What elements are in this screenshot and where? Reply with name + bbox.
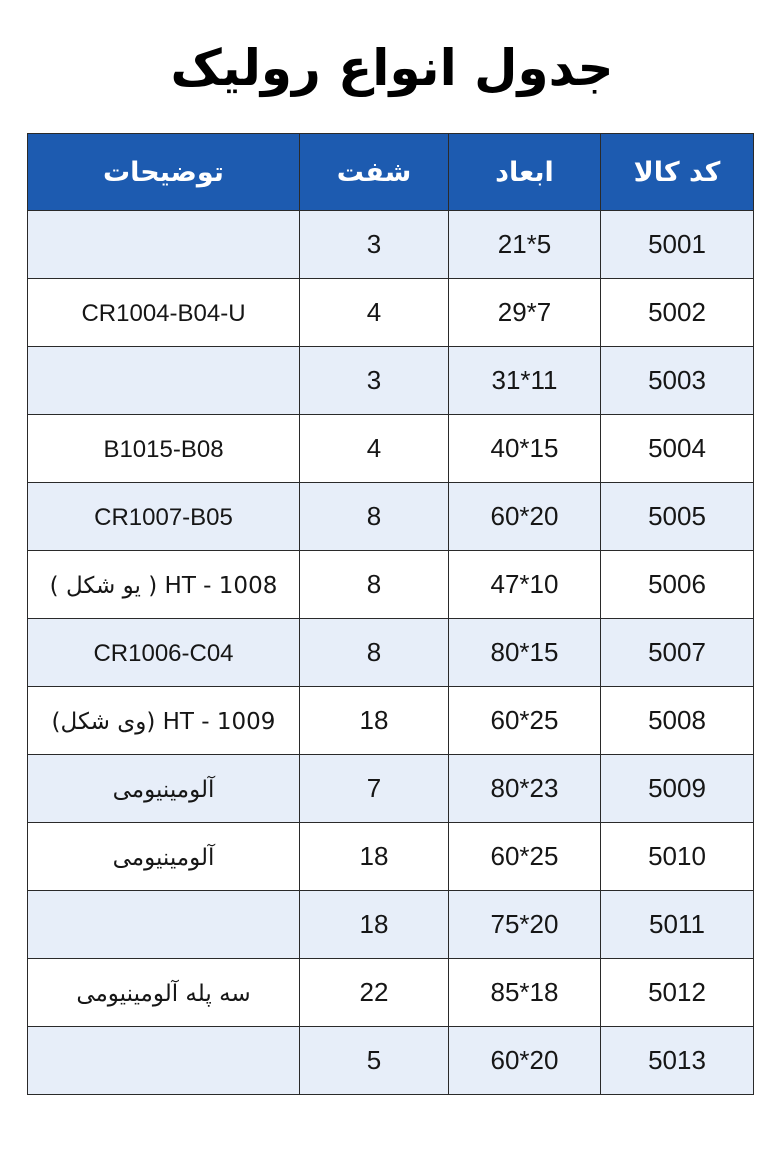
- cell-description: [28, 279, 300, 347]
- cell-dimensions-text: 60*25: [490, 705, 559, 735]
- header-code: کد کالا: [601, 134, 754, 211]
- cell-description: [28, 619, 300, 687]
- cell-code-text: 5006: [648, 569, 706, 599]
- cell-code: [601, 755, 754, 823]
- cell-shaft: [300, 279, 449, 347]
- cell-shaft: [300, 755, 449, 823]
- cell-shaft: [300, 415, 449, 483]
- table-row: [28, 1027, 754, 1095]
- table-row: [28, 687, 754, 755]
- cell-description: [28, 823, 300, 891]
- table-body: [28, 211, 754, 1095]
- cell-code: [601, 959, 754, 1027]
- cell-code: [601, 415, 754, 483]
- cell-shaft-text: 7: [366, 773, 382, 803]
- cell-code-text: 5003: [648, 365, 706, 395]
- cell-dimensions-text: 75*20: [490, 909, 559, 939]
- cell-dimensions: [449, 959, 601, 1027]
- cell-dimensions: [449, 279, 601, 347]
- cell-dimensions: [449, 211, 601, 279]
- cell-shaft-text: 4: [366, 297, 382, 327]
- cell-description-text: آلومینیومی: [112, 777, 215, 803]
- cell-dimensions-text: 21*5: [497, 229, 552, 259]
- cell-description: [28, 1027, 300, 1095]
- cell-description: [28, 347, 300, 415]
- cell-shaft: [300, 347, 449, 415]
- table-row: [28, 483, 754, 551]
- cell-shaft: [300, 1027, 449, 1095]
- cell-dimensions-text: 60*20: [490, 1045, 559, 1075]
- cell-shaft-text: 8: [366, 637, 382, 667]
- table-row: [28, 347, 754, 415]
- cell-description-text: HT - 1009 (وی شکل): [51, 709, 276, 735]
- cell-description-text: سه پله آلومینیومی: [76, 981, 251, 1007]
- cell-dimensions: [449, 551, 601, 619]
- cell-code-text: 5005: [648, 501, 706, 531]
- cell-shaft-text: 8: [366, 501, 382, 531]
- cell-shaft-text: 18: [359, 841, 389, 871]
- cell-code-text: 5012: [648, 977, 706, 1007]
- cell-code: [601, 619, 754, 687]
- cell-shaft: [300, 959, 449, 1027]
- table-row: [28, 551, 754, 619]
- cell-shaft-text: 18: [359, 909, 389, 939]
- cell-code-text: 5013: [648, 1045, 706, 1075]
- cell-dimensions: [449, 755, 601, 823]
- page-title: جدول انواع رولیک: [170, 39, 614, 97]
- table-header-row: [28, 134, 754, 211]
- cell-dimensions-text: 60*25: [490, 841, 559, 871]
- cell-shaft-text: 4: [366, 433, 382, 463]
- cell-dimensions-text: 40*15: [490, 433, 559, 463]
- table-row: [28, 619, 754, 687]
- cell-dimensions: [449, 687, 601, 755]
- cell-shaft-text: 5: [366, 1045, 382, 1075]
- cell-dimensions: [449, 823, 601, 891]
- cell-dimensions-text: 31*11: [491, 365, 558, 395]
- cell-description: [28, 687, 300, 755]
- cell-code: [601, 483, 754, 551]
- cell-description: [28, 891, 300, 959]
- cell-dimensions-text: 80*15: [490, 637, 559, 667]
- cell-description: [28, 551, 300, 619]
- table-row: [28, 823, 754, 891]
- roller-types-table: [27, 133, 754, 1095]
- cell-code: [601, 687, 754, 755]
- cell-dimensions: [449, 619, 601, 687]
- table-row: [28, 415, 754, 483]
- cell-shaft: [300, 211, 449, 279]
- header-shaft: شفت: [300, 134, 449, 211]
- cell-dimensions-text: 80*23: [490, 773, 559, 803]
- cell-dimensions: [449, 415, 601, 483]
- cell-description: [28, 755, 300, 823]
- cell-code-text: 5002: [648, 297, 706, 327]
- cell-description: [28, 211, 300, 279]
- cell-shaft-text: 22: [359, 977, 389, 1007]
- table-row: [28, 891, 754, 959]
- cell-code: [601, 551, 754, 619]
- cell-code: [601, 891, 754, 959]
- cell-shaft-text: 8: [366, 569, 382, 599]
- cell-shaft-text: 18: [359, 705, 389, 735]
- cell-code-text: 5011: [649, 909, 705, 939]
- cell-code: [601, 347, 754, 415]
- cell-code-text: 5001: [648, 229, 706, 259]
- table-row: [28, 755, 754, 823]
- cell-dimensions: [449, 1027, 601, 1095]
- cell-dimensions: [449, 891, 601, 959]
- cell-code: [601, 823, 754, 891]
- cell-code: [601, 279, 754, 347]
- cell-description-text: آلومینیومی: [112, 845, 215, 871]
- header-dimensions: ابعاد: [449, 134, 601, 211]
- cell-description-text: HT - 1008 ( یو شکل ): [49, 573, 278, 599]
- cell-code: [601, 211, 754, 279]
- cell-description-text: CR1007-B05: [94, 504, 233, 531]
- cell-shaft: [300, 619, 449, 687]
- cell-code-text: 5007: [648, 637, 706, 667]
- cell-description: [28, 959, 300, 1027]
- cell-description-text: CR1006-C04: [93, 640, 234, 667]
- cell-description-text: CR1004-B04-U: [81, 300, 246, 327]
- cell-dimensions-text: 29*7: [497, 297, 552, 327]
- table-row: [28, 211, 754, 279]
- table-row: [28, 279, 754, 347]
- cell-shaft: [300, 823, 449, 891]
- cell-shaft-text: 3: [366, 365, 382, 395]
- cell-code-text: 5008: [648, 705, 706, 735]
- cell-dimensions: [449, 347, 601, 415]
- cell-description: [28, 415, 300, 483]
- cell-shaft: [300, 891, 449, 959]
- header-description: توضیحات: [28, 134, 300, 211]
- cell-shaft: [300, 483, 449, 551]
- cell-code-text: 5010: [648, 841, 706, 871]
- table-row: [28, 959, 754, 1027]
- cell-shaft: [300, 551, 449, 619]
- cell-description: [28, 483, 300, 551]
- cell-code-text: 5004: [648, 433, 706, 463]
- cell-dimensions-text: 60*20: [490, 501, 559, 531]
- cell-dimensions-text: 47*10: [490, 569, 559, 599]
- cell-description-text: B1015-B08: [103, 436, 224, 463]
- cell-code: [601, 1027, 754, 1095]
- cell-code-text: 5009: [648, 773, 706, 803]
- cell-shaft: [300, 687, 449, 755]
- cell-shaft-text: 3: [366, 229, 382, 259]
- cell-dimensions-text: 85*18: [490, 977, 559, 1007]
- cell-dimensions: [449, 483, 601, 551]
